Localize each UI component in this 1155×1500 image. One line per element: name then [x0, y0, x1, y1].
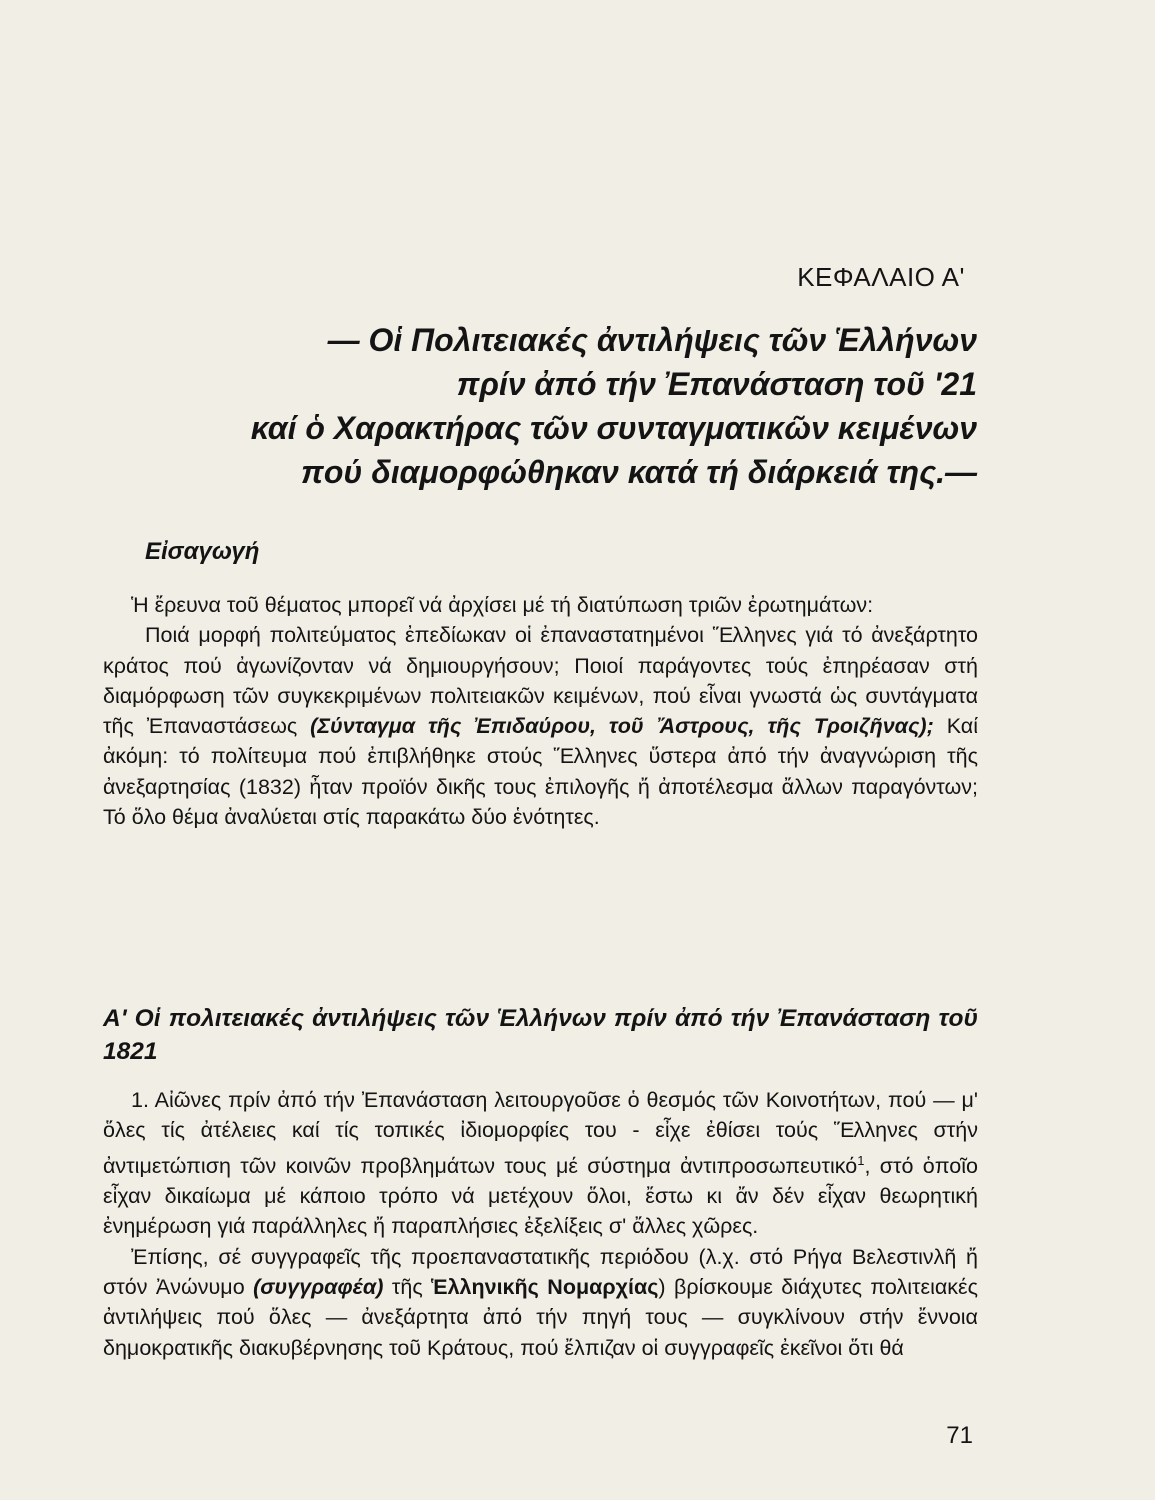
- constitutions-list: (Σύνταγμα τῆς Ἐπιδαύρου, τοῦ Ἄστρους, τῆς Τροιζῆνας);: [310, 714, 934, 739]
- title-line-4: πού διαμορφώθηκαν κατά τή διάρκειά της.—: [301, 454, 977, 490]
- page-number: 71: [946, 1422, 973, 1449]
- section-a-heading: Α' Οἱ πολιτειακές ἀντιλήψεις τῶν Ἑλλήνων πρίν ἀπό τήν Ἐπανάσταση τοῦ 1821: [103, 1005, 978, 1065]
- section-a-paragraph-1: [103, 1085, 978, 1242]
- title-line-3: καί ὁ Χαρακτήρας τῶν συνταγματικῶν κειμένων: [250, 410, 977, 446]
- chapter-label: ΚΕΦΑΛΑΙΟ Α': [797, 262, 965, 292]
- section-a-p1-text-b: , στό ὁποῖο εἶχαν δικαίωμα μέ κάποιο τρόπο νά μετέχουν ὅλοι, ἔστω κι ἄν δέν εἶχαν θεωρητική ἐνημέρωση γιά παράλληλες ἤ παραπλήσιες ἐξελίξεις σ' ἄλλες χῶρες.: [103, 1153, 978, 1239]
- section-a-body: [103, 1085, 978, 1363]
- section-a-p2-text-b: ) βρίσκουμε διάχυτες πολιτειακές ἀντιλήψεις πού ὅλες — ἀνεξάρτητα ἀπό τήν πηγή τους — συγκλίνουν στήν ἔννοια δημοκρατικῆς διακυβέρνησης τοῦ Κράτους, πού ἔλπιζαν οἱ συγγραφεῖς ἐκεῖνοι ὅτι θά: [103, 1274, 978, 1360]
- intro-p2-text-b: Καί ἀκόμη: τό πολίτευμα πού ἐπιβλήθηκε στούς Ἕλληνες ὕστερα ἀπό τήν ἀναγνώριση τῆς ἀνεξαρτησίας (1832) ἦταν προϊόν δικῆς τους ἐπιλογῆς ἤ ἀποτέλεσμα ἄλλων παραγόντων; Τό ὅλο θέμα ἀναλύεται στίς παρακάτω δύο ἑνότητες.: [103, 714, 978, 830]
- intro-paragraph-2: [103, 620, 978, 832]
- section-a-paragraph-2: [103, 1242, 978, 1363]
- section-a-p2-text-a: Ἐπίσης, σέ συγγραφεῖς τῆς προεπαναστατικῆς περιόδου (λ.χ. στό Ρήγα Βελεστινλῆ ἤ στόν Ἀνώνυμο: [103, 1244, 978, 1299]
- intro-p2-text-a: Ποιά μορφή πολιτεύματος ἐπεδίωκαν οἱ ἐπαναστατημένοι Ἕλληνες γιά τό ἀνεξάρτητο κράτος πού ἀγωνίζονταν νά δημιουργήσουν; Ποιοί παράγοντες τούς ἐπηρέασαν στή διαμόρφωση τῶν συγκεκριμένων πολιτειακῶν κειμένων, πού εἶναι γνωστά ὡς συντάγματα τῆς Ἐπαναστάσεως: [103, 623, 978, 739]
- title-line-2: πρίν ἀπό τήν Ἐπανάσταση τοῦ '21: [456, 366, 977, 402]
- section-a-p1-text-a: 1. Αἰῶνες πρίν ἀπό τήν Ἐπανάσταση λειτουργοῦσε ὁ θεσμός τῶν Κοινοτήτων, πού — μ' ὅλες τίς ἀτέλειες καί τίς τοπικές ἰδιομορφίες του - εἶχε ἐθίσει τούς Ἕλληνες στήν ἀντιμετώπιση τῶν κοινῶν προβλημάτων τους μέ σύστημα ἀντιπροσωπευτικό: [103, 1088, 978, 1178]
- title-line-1: — Οἱ Πολιτειακές ἀντιλήψεις τῶν Ἑλλήνων: [327, 322, 977, 358]
- work-title: Ἑλληνικῆς Νομαρχίας: [431, 1274, 659, 1299]
- chapter-title: [177, 318, 977, 494]
- intro-heading: Εἰσαγωγή: [145, 538, 260, 565]
- intro-paragraph-1: Ἡ ἔρευνα τοῦ θέματος μπορεῖ νά ἀρχίσει μέ τή διατύπωση τριῶν ἐρωτημάτων:: [131, 593, 874, 617]
- author-note: (συγγραφέα): [253, 1274, 384, 1299]
- intro-body: [103, 590, 978, 832]
- section-a-p2-mid: τῆς: [391, 1274, 423, 1299]
- footnote-ref: 1: [857, 1152, 865, 1168]
